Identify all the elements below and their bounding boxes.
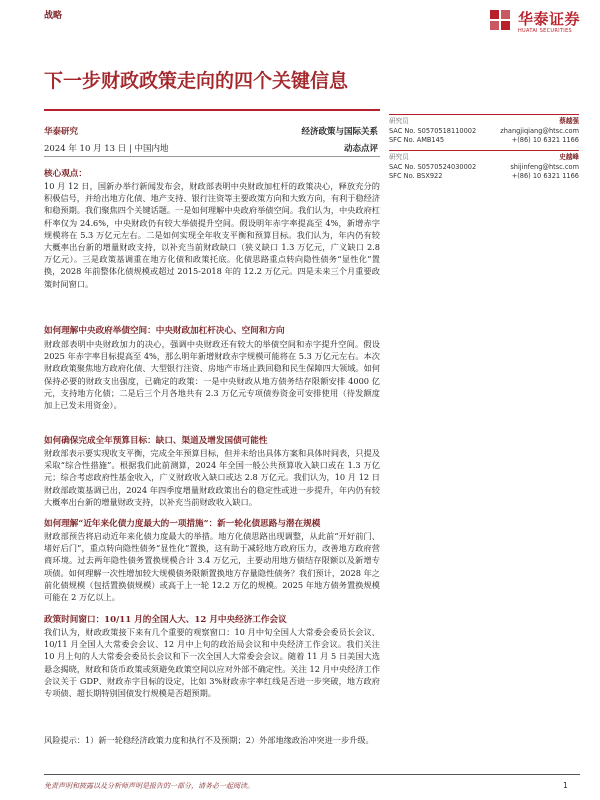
huatai-logo-icon — [488, 8, 514, 32]
logo-text-cn: 华泰证券 — [518, 10, 581, 28]
section-text-core-views: 10 月 12 日，国新办举行新闻发布会，财政部表明中央财政加杠杆的政策决心，释放充分的积极信号，并给出地方化债、地产支持、银行注资等主要政策方向和大致方向，有利于稳经济和稳预期。我们聚焦四个关键话题。一是如何理解中央政府举债空间。我们认为，中央政府杠杆率仅为 24.6%，中央财政仍有较大举债提升空间。假设明年赤字率提高至 4%，新增赤字规模将在 5.3 万亿元左右。二是如何实现全年收支平衡和预算目标。我们认为，年内仍有较大概率出台新的增量财政支持，以补充当前财政缺口（狭义缺口 1.3 万亿元，广义缺口 2.8 万亿元）。三是政策基调重在地方化债和政策托底。化债思路重点转向隐性债务“显性化”置换，2028 年前整体化债规模或超过 2015-2018 年的 12.2 万亿元。四是未来三个月重要政策时间窗口。 — [44, 181, 380, 289]
analyst-phone: +(86) 10 6321 1166 — [511, 136, 579, 145]
report-tag: 战略 — [44, 11, 63, 21]
analyst-sac: SAC No. S0570524030002 — [389, 162, 477, 171]
section-heading-borrowing-space: 如何理解中央政府举债空间：中央财政加杠杆决心、空间和方向 — [44, 326, 285, 336]
analyst-sfc: SFC No. AMB145 — [389, 136, 445, 145]
page-number: 1 — [563, 781, 568, 790]
report-title: 下一步财政政策走向的四个关键信息 — [44, 70, 349, 92]
section-heading-budget-target: 如何确保完成全年预算目标：缺口、渠道及增发国债可能性 — [44, 436, 268, 446]
risk-warning-text: 风险提示：1）新一轮稳经济政策力度和执行不及预期；2）外部地缘政治冲突进一步升级。 — [44, 735, 374, 745]
analyst-phone: +(86) 10 6321 1166 — [511, 172, 579, 181]
analyst-name: 史越峰 — [559, 153, 579, 161]
meta-divider — [44, 156, 380, 157]
analyst-divider — [389, 114, 579, 115]
analyst-email[interactable]: shijinfeng@htsc.com — [510, 162, 579, 171]
report-type: 动态点评 — [343, 144, 378, 154]
brand-logo — [488, 8, 588, 38]
institute-name: 华泰研究 — [44, 127, 79, 137]
section-text-budget-target: 财政部表示要实现收支平衡，完成全年预算目标，但并未给出具体方案和具体时间表，只提及采取“综合性措施”。根据我们此前测算，2024 年全国一般公共预算收入缺口或在 1.3 万亿元；综合考虑政府性基金收入，广义财政收入缺口或达 2.8 万亿元。我们认为，10 月 12 日财政部政策基调已出，2024 年四季度增量财政政策出台的稳定性或进一步提升，年内仍有较大概率出台新的增量财政支持，以补充当前财政收入缺口。 — [44, 448, 380, 507]
section-text-policy-window: 我们认为，财政政策接下来有几个重要的观察窗口：10 月中旬全国人大常委会委员长会议、10/11 月全国人大常委会会议、12 月中上旬的政治局会议和中央经济工作会议。我们关注 10 月上旬的人大常委会委员长会议和下一次全国人大常委会会议。随着 11 月 5 日美国大选悬念揭晓，财政和货币政策或须避免政策空间以应对外部不确定性。关注 12 月中央经济工作会议关于 GDP、财政赤字目标的设定，比如 3%财政赤字率红线是否进一步突破，地方政府专项债、超长期特别国债发行规模是否超预期。 — [44, 627, 380, 699]
analyst-card — [389, 117, 579, 146]
footer-divider — [44, 774, 580, 775]
analyst-card — [389, 153, 579, 182]
title-underline — [44, 109, 380, 111]
report-category: 经济政策与国际关系 — [301, 127, 378, 137]
section-text-borrowing-space: 财政部表明中央财政加力的决心，强调中央财政还有较大的举债空间和赤字提升空间。假设 2025 年赤字率目标提高至 4%，那么明年新增财政赤字规模可能将在 5.3 万亿元左右。本次财政政策聚焦地方政府化债、大型银行注资、房地产市场止跌回稳和民生保障四大领域。如何保持必要的财政支出强度，已确定的政策：一是中央财政从地方债务结存限额安排 4000 亿元，支持地方化债；二是后三个月各地共有 2.3 万亿元专项债券资金可安排使用（待发额度加上已发未用资金）。 — [44, 339, 380, 411]
logo-text-en: HUATAI SECURITIES — [518, 28, 572, 34]
footer-disclaimer: 免责声明和披露以及分析师声明是报告的一部分，请务必一起阅读。 — [44, 782, 254, 790]
section-heading-debt-resolution: 如何理解“近年来化债力度最大的一项措施”：新一轮化债思路与潜在规模 — [44, 519, 321, 529]
analyst-sfc: SFC No. BSX922 — [389, 172, 443, 181]
analyst-name: 蔡越强 — [559, 117, 579, 125]
report-date: 2024 年 10 月 13 日 | 中国内地 — [44, 144, 169, 154]
page-header — [0, 0, 600, 40]
analyst-divider — [389, 150, 579, 151]
section-heading-core-views: 核心观点： — [44, 169, 87, 179]
analyst-role: 研究员 — [389, 153, 409, 161]
section-text-debt-resolution: 财政部预告将启动近年来化债力度最大的举措。地方化债思路出现调整，从此前“开好前门、堵好后门”，重点转向隐性债务“显性化”置换，这有助于减轻地方政府压力，改善地方政府营商环境。过去两年隐性债务置换规模合计 3.4 万亿元，主要动用地方债结存限额以及新增专项债。如何理解一次性增加较大规模债务限额置换地方存量隐性债务？我们预计，2028 年之前化债规模（包括置换债规模）或高于上一轮 12.2 万亿的规模。2025 年地方债务置换规模可能在 2 万亿以上。 — [44, 531, 380, 603]
analyst-role: 研究员 — [389, 117, 409, 125]
analyst-email[interactable]: zhangjiqiang@htsc.com — [500, 126, 579, 135]
analyst-sac: SAC No. S0570518110002 — [389, 126, 477, 135]
section-heading-policy-window: 政策时间窗口：10/11 月的全国人大、12 月中央经济工作会议 — [44, 615, 287, 625]
